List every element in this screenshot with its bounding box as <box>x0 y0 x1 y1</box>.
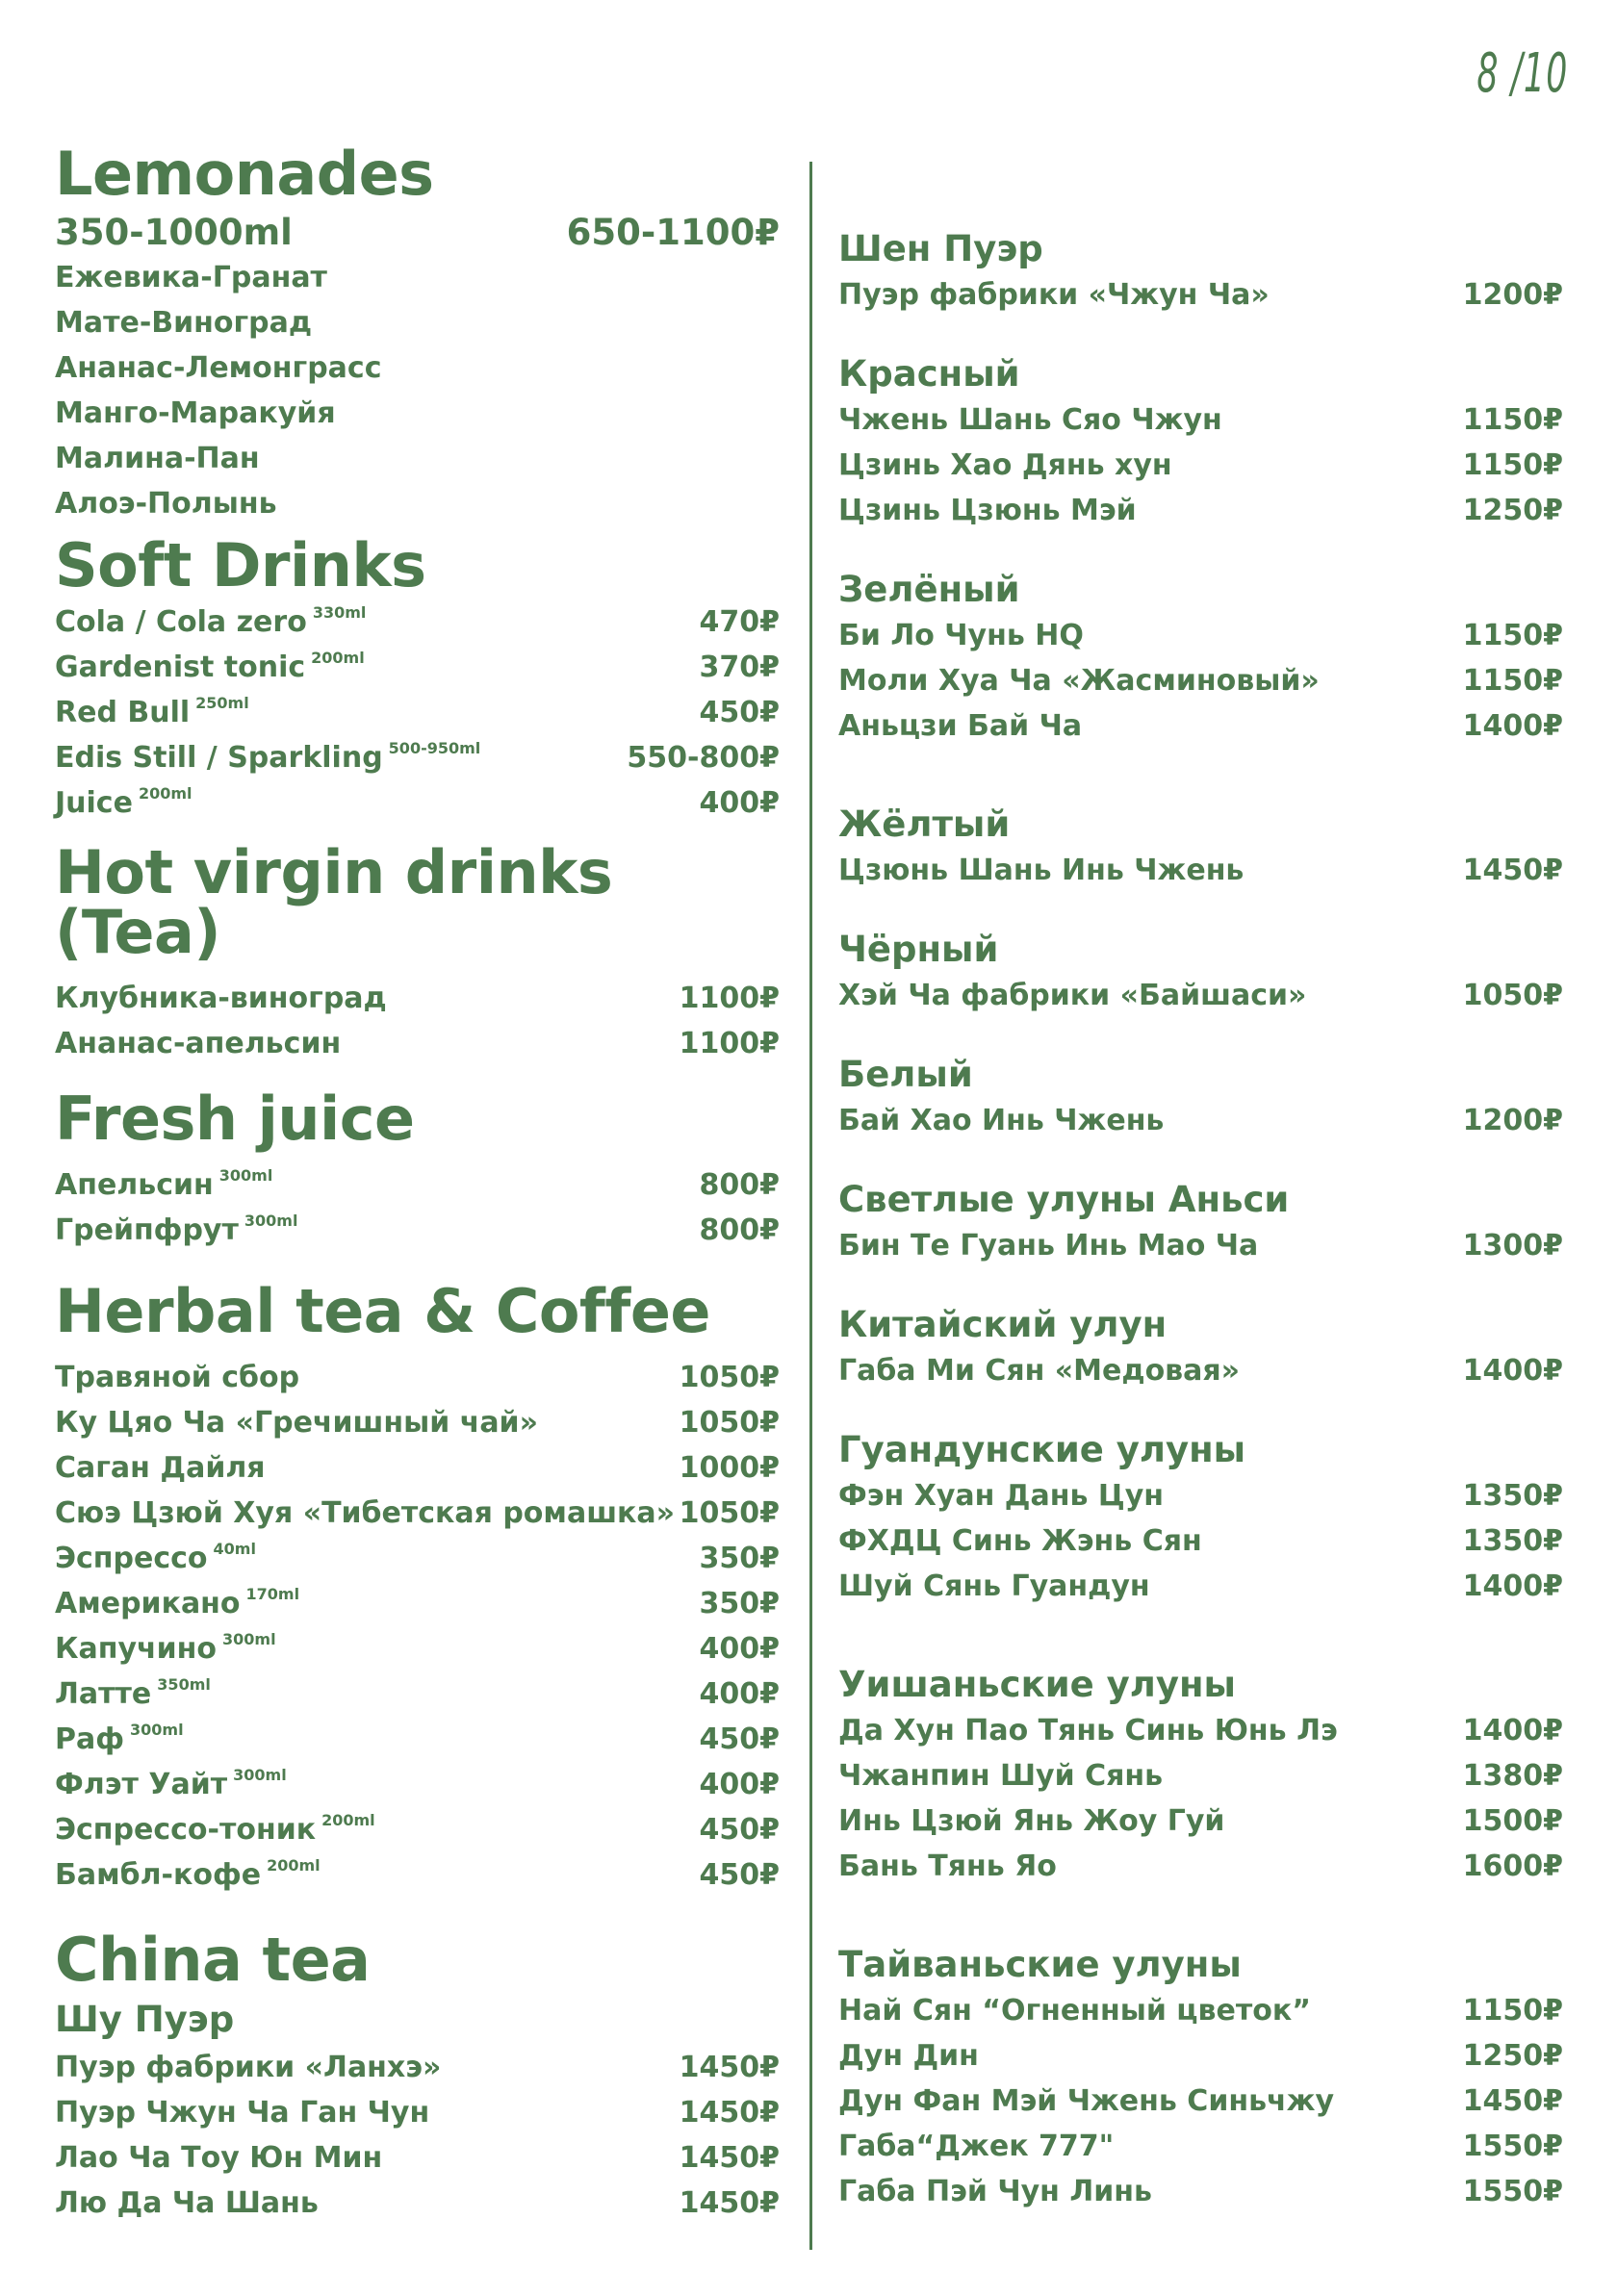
item-price: 1150₽ <box>1462 403 1563 437</box>
item-name-wrap <box>838 1223 1258 1268</box>
item-name-wrap <box>838 1518 1202 1564</box>
item-name-wrap <box>838 1473 1164 1518</box>
item-name: Да Хун Пао Тянь Синь Юнь Лэ <box>838 1714 1338 1748</box>
item-price: 1400₽ <box>1462 1714 1563 1748</box>
menu-item <box>838 397 1563 443</box>
tea-section <box>838 806 1563 893</box>
item-price: 1100₽ <box>679 982 780 1015</box>
section-title: Белый <box>838 1054 973 1095</box>
tea-section <box>838 353 1563 533</box>
item-price: 1450₽ <box>1462 2084 1563 2118</box>
item-price: 1300₽ <box>1462 1229 1563 1263</box>
menu-item <box>55 300 780 345</box>
tea-section <box>838 1054 1563 1143</box>
item-name: Эспрессо-тоник <box>55 1813 317 1847</box>
item-name: Чжень Шань Сяо Чжун <box>838 403 1222 437</box>
section-title: China tea <box>55 1925 371 1995</box>
menu-item <box>838 658 1563 703</box>
item-name-wrap <box>838 2169 1152 2214</box>
item-price: 1150₽ <box>1462 619 1563 652</box>
fresh-juice-list <box>55 1162 780 1253</box>
item-name-wrap <box>55 2135 382 2181</box>
item-price: 400₽ <box>699 1768 780 1801</box>
item-name-wrap <box>55 780 192 829</box>
menu-item <box>838 2169 1563 2214</box>
item-name-wrap <box>55 2181 319 2226</box>
item-name-wrap <box>838 2124 1114 2169</box>
item-name: Малина-Пан <box>55 442 260 475</box>
item-name: Инь Цзюй Янь Жоу Гуй <box>838 1804 1225 1838</box>
item-volume: 250ml <box>195 694 249 712</box>
item-name: Бань Тянь Яо <box>838 1850 1057 1883</box>
item-name: Американо <box>55 1587 241 1620</box>
item-price: 1050₽ <box>1462 979 1563 1012</box>
tea-list <box>838 613 1563 749</box>
item-price: 1000₽ <box>679 1451 780 1485</box>
item-name: Хэй Ча фабрики «Байшаси» <box>838 979 1307 1012</box>
menu-item <box>55 436 780 481</box>
item-name: Раф <box>55 1722 124 1756</box>
section-title: Hot virgin drinks (Tea) <box>55 837 613 967</box>
item-volume: 200ml <box>267 1856 321 1875</box>
item-price: 1450₽ <box>679 2051 780 2084</box>
section-title: Красный <box>838 353 1020 395</box>
item-price: 1200₽ <box>1462 278 1563 312</box>
item-name: Пуэр фабрики «Чжун Ча» <box>838 278 1270 312</box>
tea-list <box>838 848 1563 893</box>
menu-item <box>55 1536 780 1581</box>
item-name-wrap <box>838 703 1082 749</box>
menu-item <box>838 1518 1563 1564</box>
item-name-wrap <box>838 1799 1224 1844</box>
item-volume: 350ml <box>157 1675 211 1694</box>
section-title: Жёлтый <box>838 804 1011 845</box>
section-title: Уишаньские улуны <box>838 1664 1236 1705</box>
item-name-wrap <box>55 2045 441 2090</box>
section-soft-drinks <box>55 530 780 826</box>
item-volume: 300ml <box>222 1630 276 1648</box>
section-title: Тайваньские улуны <box>838 1944 1242 1985</box>
item-name: Травяной сбор <box>55 1361 300 1394</box>
item-name-wrap <box>838 1098 1164 1143</box>
item-name-wrap <box>55 735 480 784</box>
item-price: 1450₽ <box>679 2186 780 2220</box>
item-price: 1200₽ <box>1462 1104 1563 1137</box>
section-title: Гуандунские улуны <box>838 1429 1246 1470</box>
item-price: 1050₽ <box>679 1406 780 1440</box>
item-name-wrap <box>838 1844 1057 1889</box>
menu-item <box>838 443 1563 488</box>
item-name-wrap <box>55 1208 297 1257</box>
item-name: Цзинь Хао Дянь хун <box>838 448 1172 482</box>
item-name-wrap <box>838 658 1320 703</box>
item-name-wrap <box>838 443 1172 488</box>
item-name-wrap <box>838 1564 1150 1609</box>
section-lemonades <box>55 139 780 526</box>
section-title: Китайский улун <box>838 1304 1168 1345</box>
item-name: Ежевика-Гранат <box>55 261 327 294</box>
item-name-wrap <box>838 1988 1311 2033</box>
menu-item <box>55 1021 780 1066</box>
item-price: 1450₽ <box>679 2096 780 2130</box>
left-column <box>55 139 780 2226</box>
item-price: 1450₽ <box>1462 854 1563 887</box>
section-title: Чёрный <box>838 929 999 970</box>
item-volume: 40ml <box>213 1540 256 1558</box>
menu-item <box>838 1708 1563 1753</box>
menu-item <box>55 645 780 690</box>
lemonades-size-price <box>55 210 780 255</box>
item-name: Би Ло Чунь HQ <box>838 619 1084 652</box>
item-name: Дун Фан Мэй Чжень Синьчжу <box>838 2084 1335 2118</box>
item-volume: 170ml <box>245 1585 300 1603</box>
column-divider <box>809 162 812 2250</box>
item-name-wrap <box>55 1445 266 1491</box>
item-price: 800₽ <box>699 1168 780 1202</box>
menu-item <box>55 2045 780 2090</box>
page-number: 8 /10 <box>1476 42 1569 105</box>
item-name-wrap <box>838 272 1270 318</box>
tea-list <box>838 1348 1563 1393</box>
menu-item <box>55 2090 780 2135</box>
item-price: 1150₽ <box>1462 1994 1563 2028</box>
menu-item <box>55 735 780 780</box>
item-price: 1400₽ <box>1462 1569 1563 1603</box>
item-name-wrap <box>838 1348 1240 1393</box>
item-name: Бамбл-кофе <box>55 1858 262 1892</box>
hot-drinks-list <box>55 976 780 1066</box>
item-name: Дун Дин <box>838 2039 979 2073</box>
item-price: 370₽ <box>699 651 780 684</box>
item-name: Аньцзи Бай Ча <box>838 709 1083 743</box>
right-column <box>838 228 1563 2253</box>
menu-item <box>838 1473 1563 1518</box>
soft-drinks-list <box>55 600 780 826</box>
item-price: 1150₽ <box>1462 448 1563 482</box>
item-volume: 330ml <box>312 603 367 622</box>
menu-item <box>55 690 780 735</box>
menu-item <box>55 2135 780 2181</box>
menu-item <box>838 2079 1563 2124</box>
item-name: Манго-Маракуйя <box>55 396 336 430</box>
item-price: 550-800₽ <box>627 741 780 775</box>
tea-section <box>838 1429 1563 1609</box>
item-price: 1500₽ <box>1462 1804 1563 1838</box>
item-price: 450₽ <box>699 696 780 729</box>
item-name: Бин Те Гуань Инь Мао Ча <box>838 1229 1259 1263</box>
menu-item <box>838 1988 1563 2033</box>
item-name-wrap <box>55 1400 538 1445</box>
item-price: 1050₽ <box>679 1361 780 1394</box>
item-name: Шуй Сянь Гуандун <box>838 1569 1150 1603</box>
item-volume: 200ml <box>321 1811 375 1829</box>
menu-item <box>838 488 1563 533</box>
menu-item <box>55 1807 780 1852</box>
menu-item <box>55 1852 780 1898</box>
item-name: Ананас-апельсин <box>55 1027 342 1060</box>
menu-item <box>55 1162 780 1208</box>
tea-list <box>838 272 1563 318</box>
item-price: 450₽ <box>699 1858 780 1892</box>
menu-item <box>838 272 1563 318</box>
item-name: Пуэр Чжун Ча Ган Чун <box>55 2096 430 2130</box>
item-price: 400₽ <box>699 786 780 820</box>
item-name-wrap <box>838 1708 1338 1753</box>
item-name-wrap <box>838 488 1137 533</box>
item-name: Апельсин <box>55 1168 214 1202</box>
item-name: Алоэ-Полынь <box>55 487 277 521</box>
menu-item <box>55 780 780 826</box>
item-price: 1150₽ <box>1462 664 1563 698</box>
item-name-wrap <box>55 600 366 649</box>
item-name: Лю Да Ча Шань <box>55 2186 319 2220</box>
item-name-wrap <box>55 1852 321 1901</box>
item-name-wrap <box>55 976 387 1021</box>
item-price: 450₽ <box>699 1813 780 1847</box>
menu-item <box>838 2033 1563 2079</box>
section-fresh-juice <box>55 1084 780 1253</box>
item-price: 1100₽ <box>679 1027 780 1060</box>
item-name: Саган Дайля <box>55 1451 266 1485</box>
tea-list <box>838 1708 1563 1889</box>
item-volume: 500-950ml <box>388 739 481 757</box>
item-name: Мате-Виноград <box>55 306 313 340</box>
item-volume: 300ml <box>130 1721 184 1739</box>
menu-item <box>55 1355 780 1400</box>
item-price: 400₽ <box>699 1677 780 1711</box>
item-name: Цзинь Цзюнь Мэй <box>838 494 1137 527</box>
lemonade-list <box>55 255 780 526</box>
item-name-wrap <box>55 1536 256 1585</box>
tea-section <box>838 1944 1563 2214</box>
item-name-wrap <box>55 2090 429 2135</box>
item-name-wrap <box>838 613 1084 658</box>
menu-item <box>838 1753 1563 1799</box>
item-name-wrap <box>55 1355 299 1400</box>
menu-item <box>55 1626 780 1671</box>
tea-section <box>838 569 1563 749</box>
item-name: Пуэр фабрики «Ланхэ» <box>55 2051 442 2084</box>
item-price: 350₽ <box>699 1587 780 1620</box>
menu-item <box>55 1717 780 1762</box>
menu-item <box>55 255 780 300</box>
tea-section <box>838 1179 1563 1268</box>
item-name: Капучино <box>55 1632 218 1666</box>
tea-list <box>838 973 1563 1018</box>
menu-item <box>55 345 780 391</box>
item-name: Габа Ми Сян «Медовая» <box>838 1354 1241 1388</box>
item-name: Лао Ча Тоу Юн Мин <box>55 2141 383 2175</box>
item-price: 1350₽ <box>1462 1479 1563 1513</box>
item-name-wrap <box>838 973 1306 1018</box>
item-name: Edis Still / Sparkling <box>55 741 383 775</box>
item-price: 470₽ <box>699 605 780 639</box>
item-price: 800₽ <box>699 1213 780 1247</box>
item-volume: 300ml <box>244 1212 298 1230</box>
price: 650-1100₽ <box>566 212 780 253</box>
item-name: Габа“Джек 777" <box>838 2130 1115 2163</box>
item-name: Бай Хао Инь Чжень <box>838 1104 1165 1137</box>
item-name: Red Bull <box>55 696 191 729</box>
section-china-tea <box>55 1925 780 2226</box>
section-title: Soft Drinks <box>55 530 426 600</box>
tea-list <box>838 1098 1563 1143</box>
menu-item <box>838 1844 1563 1889</box>
menu-item <box>55 1581 780 1626</box>
menu-item <box>55 600 780 645</box>
item-name-wrap <box>55 1162 272 1212</box>
item-name-wrap <box>838 2033 979 2079</box>
menu-item <box>55 1671 780 1717</box>
item-name: Ананас-Лемонграсс <box>55 351 382 385</box>
china-tea-list <box>55 2045 780 2226</box>
item-price: 1250₽ <box>1462 2039 1563 2073</box>
item-name: Juice <box>55 786 133 820</box>
item-name: Габа Пэй Чун Линь <box>838 2175 1152 2208</box>
menu-item <box>55 481 780 526</box>
item-price: 1600₽ <box>1462 1850 1563 1883</box>
item-price: 1250₽ <box>1462 494 1563 527</box>
item-name: Фэн Хуан Дань Цун <box>838 1479 1165 1513</box>
tea-section <box>838 1664 1563 1889</box>
tea-list <box>838 1223 1563 1268</box>
item-price: 1380₽ <box>1462 1759 1563 1793</box>
menu-item <box>838 613 1563 658</box>
menu-item <box>55 2181 780 2226</box>
section-subtitle: Шу Пуэр <box>55 1999 235 2040</box>
tea-list <box>838 1473 1563 1609</box>
tea-section <box>838 228 1563 318</box>
tea-section <box>838 931 1563 1018</box>
item-name: Цзюнь Шань Инь Чжень <box>838 854 1245 887</box>
section-title: Шен Пуэр <box>838 228 1043 269</box>
section-title: Светлые улуны Аньси <box>838 1179 1290 1220</box>
item-price: 1400₽ <box>1462 1354 1563 1388</box>
item-name: Эспрессо <box>55 1542 208 1575</box>
menu-item <box>838 1799 1563 1844</box>
tea-section <box>838 1304 1563 1393</box>
item-price: 450₽ <box>699 1722 780 1756</box>
section-title: Зелёный <box>838 569 1020 610</box>
item-name: Клубника-виноград <box>55 982 387 1015</box>
item-volume: 200ml <box>311 649 365 667</box>
item-name-wrap <box>55 1807 375 1856</box>
menu-item <box>55 1445 780 1491</box>
tea-list <box>838 1988 1563 2214</box>
item-name: Моли Хуа Ча «Жасминовый» <box>838 664 1320 698</box>
item-name: Грейпфрут <box>55 1213 239 1247</box>
section-herbal-coffee <box>55 1276 780 1898</box>
item-name-wrap <box>55 1581 299 1630</box>
section-title: Fresh juice <box>55 1084 415 1154</box>
menu-item <box>55 1491 780 1536</box>
item-name-wrap <box>55 1717 184 1766</box>
menu-item <box>55 1762 780 1807</box>
menu-item <box>838 1098 1563 1143</box>
item-volume: 200ml <box>138 784 192 803</box>
item-price: 1050₽ <box>679 1496 780 1530</box>
menu-item <box>838 973 1563 1018</box>
item-name: ФХДЦ Синь Жэнь Сян <box>838 1524 1202 1558</box>
item-name: Латте <box>55 1677 152 1711</box>
section-title: Herbal tea & Coffee <box>55 1276 710 1346</box>
herbal-coffee-list <box>55 1355 780 1898</box>
item-name: Флэт Уайт <box>55 1768 228 1801</box>
menu-item <box>55 976 780 1021</box>
item-name-wrap <box>838 848 1244 893</box>
item-name: Сюэ Цзюй Хуя «Тибетская ромашка» <box>55 1496 676 1530</box>
item-name-wrap <box>838 2079 1334 2124</box>
item-name: Ку Цяо Ча «Гречишный чай» <box>55 1406 538 1440</box>
menu-item <box>55 1208 780 1253</box>
menu-item <box>838 1223 1563 1268</box>
menu-item <box>838 2124 1563 2169</box>
item-name: Gardenist tonic <box>55 651 306 684</box>
item-name: Най Сян “Огненный цветок” <box>838 1994 1311 2028</box>
item-name-wrap <box>55 690 249 739</box>
item-name-wrap <box>55 645 365 694</box>
item-name-wrap <box>55 1021 341 1066</box>
tea-list <box>838 397 1563 533</box>
menu-item <box>838 703 1563 749</box>
menu-item <box>838 848 1563 893</box>
item-name-wrap <box>55 1671 211 1721</box>
item-volume: 300ml <box>218 1166 273 1185</box>
item-name: Cola / Cola zero <box>55 605 307 639</box>
item-price: 1350₽ <box>1462 1524 1563 1558</box>
item-name: Чжанпин Шуй Сянь <box>838 1759 1164 1793</box>
item-price: 350₽ <box>699 1542 780 1575</box>
menu-item <box>838 1348 1563 1393</box>
item-price: 1400₽ <box>1462 709 1563 743</box>
item-volume: 300ml <box>233 1766 287 1784</box>
menu-item <box>55 1400 780 1445</box>
item-name-wrap <box>838 397 1222 443</box>
item-price: 1450₽ <box>679 2141 780 2175</box>
item-price: 1550₽ <box>1462 2175 1563 2208</box>
menu-item <box>838 1564 1563 1609</box>
item-price: 400₽ <box>699 1632 780 1666</box>
menu-item <box>55 391 780 436</box>
item-name-wrap <box>838 1753 1163 1799</box>
item-name-wrap <box>55 1491 675 1536</box>
item-name-wrap <box>55 1626 276 1675</box>
section-hot-drinks <box>55 837 780 1066</box>
section-title: Lemonades <box>55 139 434 209</box>
item-price: 1550₽ <box>1462 2130 1563 2163</box>
item-name-wrap <box>55 1762 287 1811</box>
size-label: 350-1000ml <box>55 212 293 253</box>
